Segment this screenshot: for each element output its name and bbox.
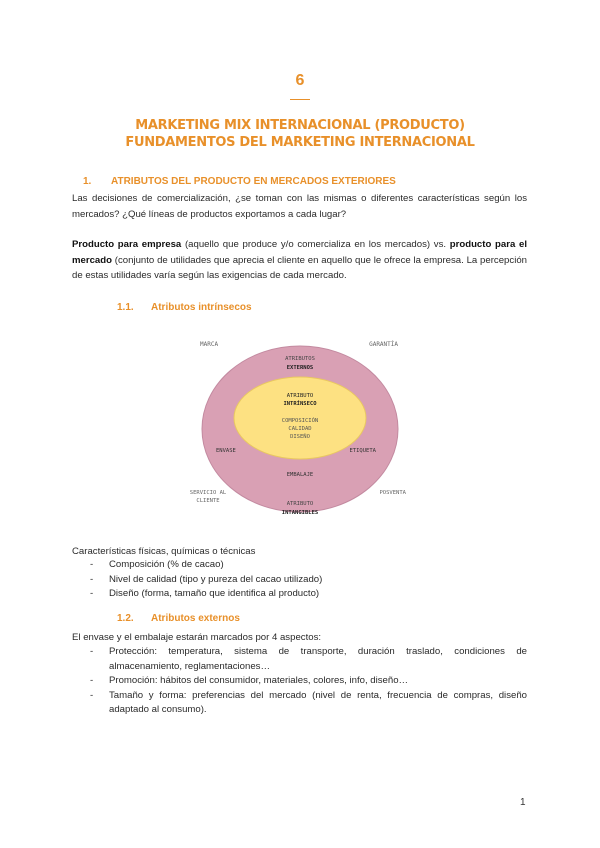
list-item: - Tamaño y forma: preferencias del mercado (nivel de renta, frecuencia de compras, diseño adaptado al consumo). [90, 689, 527, 718]
page-number: 1 [520, 797, 526, 808]
section-1-1-caption: Características físicas, químicas o técnicas [72, 546, 256, 557]
label-calidad: CALIDAD [288, 426, 312, 432]
paragraph-text-2: (conjunto de utilidades que aprecia el cliente en aquello que le ofrece la empresa. La percepción de estas utilidades varía según las exigencias de cada mercado. [72, 254, 527, 281]
section-1-1-heading [117, 302, 252, 313]
section-1-2-list [90, 645, 527, 718]
section-1-heading [83, 176, 396, 187]
label-envase: ENVASE [216, 448, 236, 454]
bold-term-producto-empresa: Producto para empresa [72, 239, 182, 250]
list-item: - Composición (% de cacao) [90, 558, 527, 573]
document-title [0, 117, 600, 151]
label-atributos-externos-1: ATRIBUTOS [285, 356, 315, 362]
section-1-title: ATRIBUTOS DEL PRODUCTO EN MERCADOS EXTERIORES [111, 176, 396, 187]
section-1-1-title: Atributos intrínsecos [151, 302, 252, 313]
chapter-number: 6 [295, 72, 305, 89]
label-intangibles-1: ATRIBUTO [286, 501, 314, 507]
section-1-2-heading [117, 613, 240, 624]
section-1-paragraph-2 [72, 237, 527, 284]
section-1-1-number: 1.1. [117, 302, 134, 313]
section-1-1-list [90, 558, 527, 602]
label-diseno: DISEÑO [290, 434, 310, 440]
section-1-2-intro: El envase y el embalaje estarán marcados por 4 aspectos: [72, 632, 322, 643]
list-item: - Promoción: hábitos del consumidor, materiales, colores, info, diseño… [90, 674, 527, 689]
label-embalaje: EMBALAJE [286, 472, 314, 478]
title-line-2: FUNDAMENTOS DEL MARKETING INTERNACIONAL [125, 135, 475, 150]
section-1-number: 1. [83, 176, 92, 187]
label-marca: MARCA [200, 341, 219, 348]
label-servicio-cliente-1: SERVICIO AL [189, 490, 227, 496]
list-item: - Protección: temperatura, sistema de transporte, duración traslado, condiciones de almacenamiento, reglamentaciones… [90, 645, 527, 674]
label-garantia: GARANTÍA [369, 341, 398, 348]
bold-term-producto-mercado: producto para el mercado [72, 239, 527, 266]
label-atributo-intrinseco-1: ATRIBUTO [286, 393, 314, 399]
label-composicion: COMPOSICIÓN [281, 418, 319, 424]
label-atributos-externos-2: EXTERNOS [286, 365, 314, 371]
label-posventa: POSVENTA [379, 490, 406, 496]
chapter-divider [290, 99, 310, 100]
label-servicio-cliente-2: CLIENTE [196, 498, 220, 504]
section-1-2-title: Atributos externos [151, 613, 240, 624]
paragraph-text-1: (aquello que produce y/o comercializa en los mercados) vs. [181, 239, 450, 250]
list-item: - Nivel de calidad (tipo y pureza del cacao utilizado) [90, 573, 527, 588]
label-atributo-intrinseco-2: INTRÍNSECO [283, 401, 317, 407]
product-attributes-diagram [180, 334, 420, 524]
label-etiqueta: ETIQUETA [349, 448, 376, 454]
section-1-2-number: 1.2. [117, 613, 134, 624]
title-line-1: MARKETING MIX INTERNACIONAL (PRODUCTO) [135, 118, 465, 133]
list-item: - Diseño (forma, tamaño que identifica al producto) [90, 587, 527, 602]
label-intangibles-2: INTANGIBLES [281, 510, 319, 516]
section-1-intro: Las decisiones de comercialización, ¿se toman con las mismas o diferentes características según los mercados? ¿Qué líneas de productos exportamos a cada lugar? [72, 193, 527, 220]
